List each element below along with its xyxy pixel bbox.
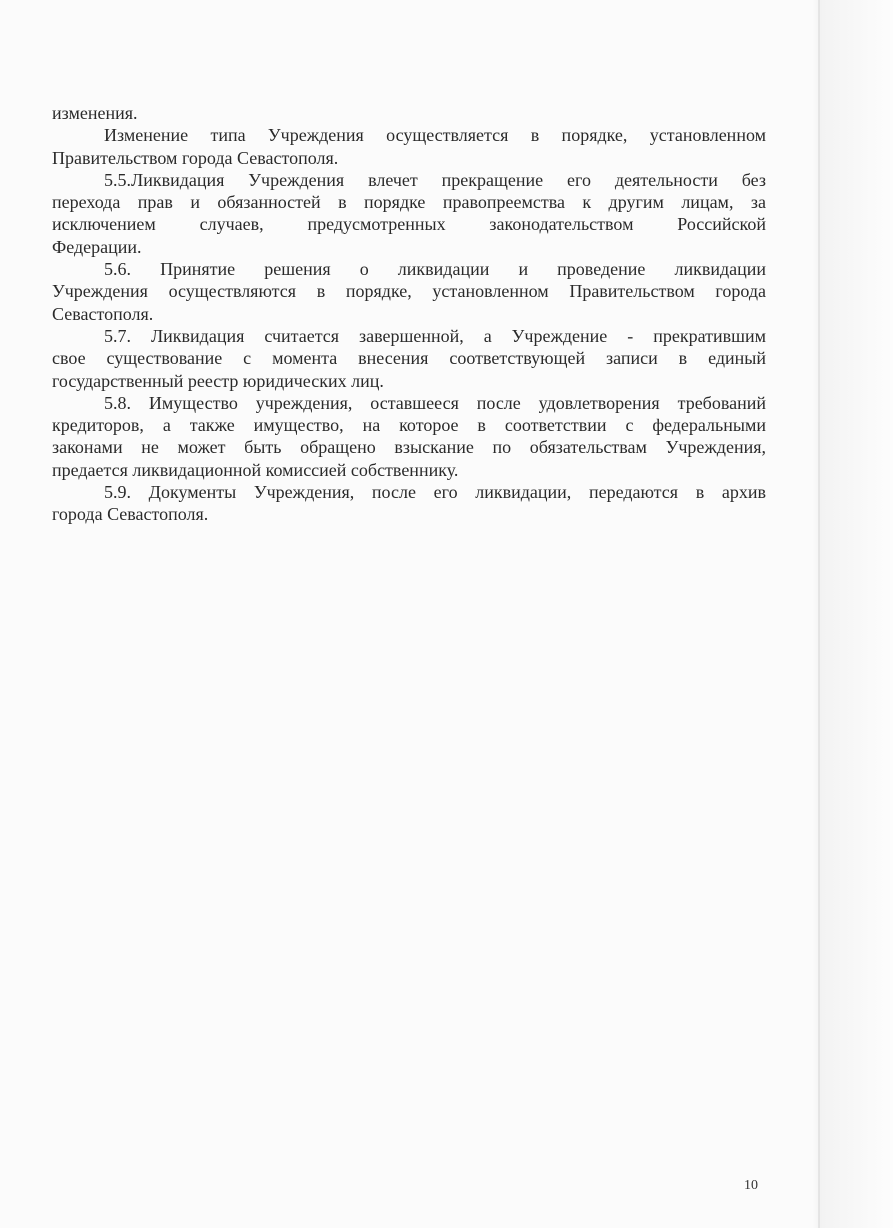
text-line: Правительством города Севастополя. <box>52 147 339 168</box>
text-line: Севастополя. <box>52 303 154 324</box>
page-number: 10 <box>744 1178 758 1193</box>
text-line: города Севастополя. <box>52 504 209 525</box>
text-line: Федерации. <box>52 236 142 257</box>
paragraph-type-change: Изменение типа Учреждения осуществляется в порядке, установленном <box>104 125 766 146</box>
paragraph-5-7: 5.7. Ликвидация считается завершенной, а Учреждение - прекратившим <box>104 325 766 346</box>
text-line: свое существование с момента внесения соответствующей записи в единый <box>52 348 766 369</box>
paragraph-5-8: 5.8. Имущество учреждения, оставшееся после удовлетворения требований <box>104 392 766 413</box>
text-line: перехода прав и обязанностей в порядке правопреемства к другим лицам, за <box>52 192 766 213</box>
scan-page-edge <box>813 0 893 1228</box>
document-body <box>52 102 766 526</box>
text-line: государственный реестр юридических лиц. <box>52 370 384 391</box>
paragraph-5-5: 5.5.Ликвидация Учреждения влечет прекращение его деятельности без <box>104 169 766 190</box>
text-line: изменения. <box>52 103 138 123</box>
text-line: предается ликвидационной комиссией собственнику. <box>52 459 459 480</box>
text-line: законами не может быть обращено взыскание по обязательствам Учреждения, <box>52 437 766 458</box>
paragraph-5-6: 5.6. Принятие решения о ликвидации и проведение ликвидации <box>104 259 766 280</box>
paragraph-5-9: 5.9. Документы Учреждения, после его ликвидации, передаются в архив <box>104 482 766 503</box>
text-line: кредиторов, а также имущество, на которое в соответствии с федеральными <box>52 415 766 436</box>
text-line: Учреждения осуществляются в порядке, установленном Правительством города <box>52 281 766 302</box>
text-line: исключением случаев, предусмотренных законодательством Российской <box>52 214 766 235</box>
scan-fold-line <box>818 0 820 1228</box>
